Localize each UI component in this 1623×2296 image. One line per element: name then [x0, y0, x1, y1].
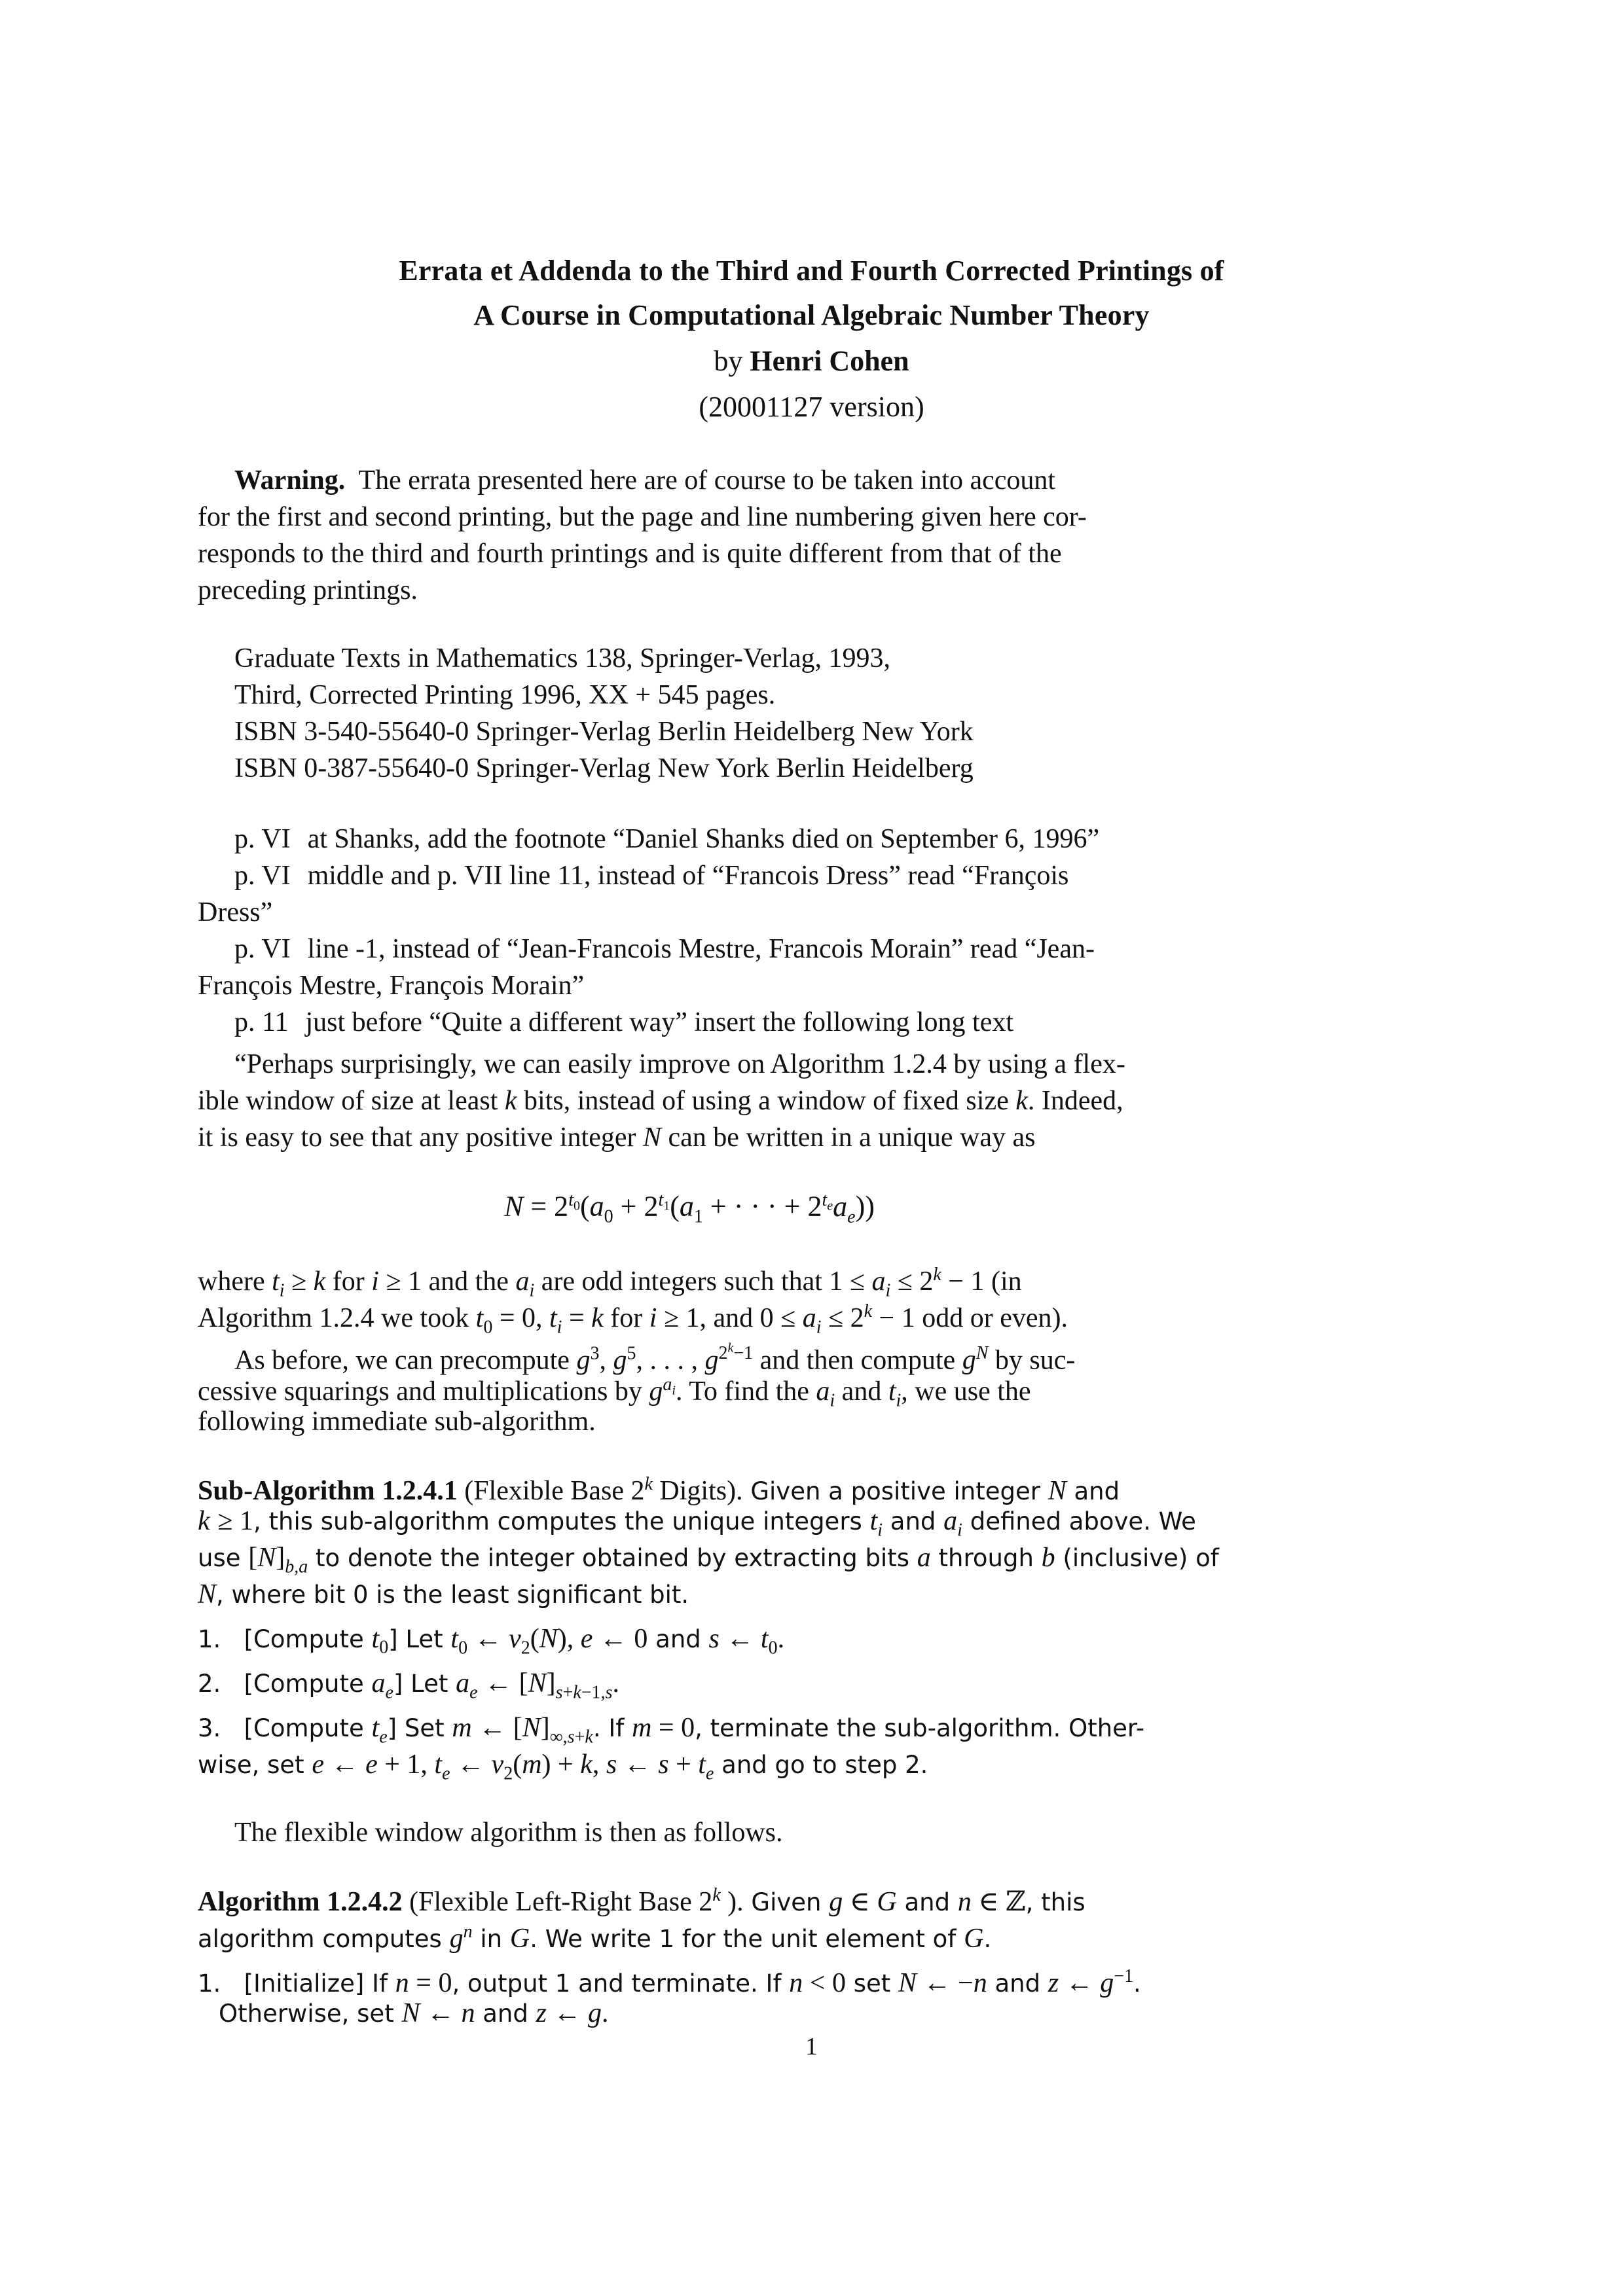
subalg-step-3-cont: wise, set e ← e + 1, $t_e$ ← $v_2(m) + k$, s ← $s + t_e$ and go to step 2. — [198, 1749, 928, 1784]
bib-line-1: Graduate Texts in Mathematics 138, Springer-Verlag, 1993, — [234, 643, 891, 673]
insert-p2-line-2: Algorithm 1.2.4 we took $t_0 = 0$, $t_i = k$ for i ≥ 1, and $0 \le a_i \le 2^k - 1$ odd or even). — [198, 1301, 1068, 1338]
subalg-text: , where bit 0 is the least significant bit. — [216, 1581, 689, 1609]
step-text: set — [845, 1969, 899, 1998]
insert-text: for — [603, 1303, 649, 1333]
alg-line-2: algorithm computes $g^n$ in G. We write 1 for the unit element of G. — [198, 1922, 992, 1954]
alg-step-1-cont: Otherwise, set N ← n and z ← g. — [219, 1998, 609, 2028]
subalg-text: defined above. We — [962, 1507, 1196, 1535]
insert-text: bits, instead of using a window of fixed size — [517, 1086, 1016, 1116]
warning-line-1 — [234, 462, 1055, 499]
subalg-step-1: 1. [Compute $t_0$] Let $t_0$ ← $v_2(N)$, e ← 0 and s ← $t_0$. — [198, 1624, 785, 1659]
warning-line-3: responds to the third and fourth printings and is quite different from that of the — [198, 539, 1062, 569]
erratum-3 — [234, 931, 1095, 967]
subalg-text: Given a positive integer — [742, 1477, 1048, 1505]
erratum-1 — [234, 821, 1099, 857]
insert-text: odd or even). — [915, 1303, 1068, 1333]
step-text: ] Let — [388, 1625, 451, 1653]
insert-text: . To find the — [675, 1376, 816, 1407]
erratum-4 — [234, 1004, 1013, 1041]
step-number: 1. — [198, 1969, 221, 1998]
step-text: wise, set — [198, 1751, 312, 1779]
by-label: by — [714, 345, 750, 377]
step-text: [Compute — [244, 1625, 372, 1653]
step-number: 2. — [198, 1670, 221, 1698]
alg-text: in — [472, 1925, 510, 1953]
erratum-3-page: p. VI — [234, 934, 291, 964]
subalg-line-3: use $[N]_{b,a}$ to denote the integer obtained by extracting bits a through b (inclusive) of — [198, 1543, 1219, 1577]
step-text: and — [475, 2000, 536, 2028]
alg-title: ). — [720, 1887, 744, 1917]
step-text: [Initialize] If — [244, 1969, 395, 1998]
step-text: [Compute — [244, 1714, 372, 1742]
subalg-step-3: 3. [Compute $t_e$] Set m ← $[N]_{\infty,s+k}$. If m = 0, terminate the sub-algorithm. Other- — [198, 1713, 1145, 1748]
erratum-3-cont: François Mestre, François Morain” — [198, 971, 585, 1001]
subalg-step-2: 2. [Compute $a_e$] Let $a_e$ ← $[N]_{s+k-1,s}$. — [198, 1668, 619, 1703]
bib-line-2: Third, Corrected Printing 1996, XX + 545 pages. — [234, 680, 776, 710]
warning-line-2: for the first and second printing, but the page and line numbering given here cor- — [198, 502, 1087, 532]
step-text: . If — [593, 1714, 632, 1742]
title-line-2: A Course in Computational Algebraic Number Theory — [473, 299, 1150, 331]
insert-text: can be written in a unique way as — [661, 1122, 1036, 1153]
insert-text: ible window of size at least — [198, 1086, 505, 1116]
subalg-label: Sub-Algorithm 1.2.4.1 — [198, 1476, 458, 1506]
erratum-1-text: at Shanks, add the footnote “Daniel Shanks died on September 6, 1996” — [307, 824, 1100, 854]
insert-text: it is easy to see that any positive integer — [198, 1122, 643, 1153]
insert-p3-line-2: cessive squarings and multiplications by $g^{a_i}$. To find the $a_i$ and $t_i$, we use the — [198, 1374, 1031, 1411]
erratum-4-text: just before “Quite a different way” insert the following long text — [305, 1007, 1014, 1037]
bib-line-3: ISBN 3-540-55640-0 Springer-Verlag Berlin Heidelberg New York — [234, 717, 974, 747]
warning-text-1: The errata presented here are of course to be taken into account — [358, 465, 1056, 495]
erratum-2-cont: Dress” — [198, 897, 273, 927]
insert-p1-line-1: “Perhaps surprisingly, we can easily improve on Algorithm 1.2.4 by using a flex- — [234, 1049, 1125, 1079]
subalg-title: Digits). — [652, 1476, 743, 1506]
step-text: ] Let — [393, 1670, 456, 1698]
insert-text: cessive squarings and multiplications by — [198, 1376, 649, 1407]
alg-text: and — [896, 1888, 958, 1916]
insert-text: and the — [422, 1266, 516, 1297]
step-number: 3. — [198, 1714, 221, 1742]
step-text: and — [987, 1969, 1048, 1998]
insert-text: , — [536, 1303, 549, 1333]
subalg-line-2: k ≥ 1, this sub-algorithm computes the unique integers $t_i$ and $a_i$ defined above. We — [198, 1506, 1196, 1541]
step-text: and go to step 2. — [714, 1751, 928, 1779]
step-text: Otherwise, set — [219, 2000, 402, 2028]
insert-text: for — [325, 1266, 372, 1297]
erratum-2-text: middle and p. VII line 11, instead of “Francois Dress” read “François — [307, 861, 1069, 891]
author-name: Henri Cohen — [750, 345, 909, 377]
insert-text: As before, we can precompute — [234, 1345, 577, 1376]
insert-p2-line-1: where $t_i \ge k$ for i ≥ 1 and the $a_i$ are odd integers such that $1 \le a_i \le 2^k - 1$ (in — [198, 1265, 1022, 1301]
alg-text: , this — [1025, 1888, 1085, 1916]
subalg-text: to denote the integer obtained by extracting bits — [308, 1544, 917, 1572]
insert-text: by suc- — [988, 1345, 1076, 1376]
subalg-text: and — [1066, 1477, 1120, 1505]
insert-p1-line-3: it is easy to see that any positive integer N can be written in a unique way as — [198, 1122, 1036, 1153]
insert-text: and then compute — [753, 1345, 962, 1376]
insert-text: are odd integers such that — [534, 1266, 830, 1297]
byline — [0, 344, 1623, 378]
subalg-text: through — [930, 1544, 1042, 1572]
step-number: 1. — [198, 1625, 221, 1653]
warning-line-4: preceding printings. — [198, 575, 418, 605]
version-label: (20001127 version) — [699, 391, 924, 423]
subalg-text: and — [883, 1507, 944, 1535]
insert-text: , we use the — [901, 1376, 1031, 1407]
bib-line-4: ISBN 0-387-55640-0 Springer-Verlag New York Berlin Heidelberg — [234, 753, 974, 783]
insert-text: where — [198, 1266, 272, 1297]
insert-text: . Indeed, — [1027, 1086, 1123, 1116]
insert-p3-line-3: following immediate sub-algorithm. — [198, 1407, 596, 1437]
erratum-3-text: line -1, instead of “Jean-Francois Mestre, Francois Morain” read “Jean- — [307, 934, 1095, 964]
page-number: 1 — [805, 2033, 818, 2060]
display-equation: $N = 2^{t_0}(a_0 + 2^{t_1}(a_1$ + · · · + $2^{t_e}a_e$)) — [504, 1190, 875, 1227]
erratum-4-page: p. 11 — [234, 1007, 289, 1037]
insert-text: , and — [699, 1303, 760, 1333]
alg-label: Algorithm 1.2.4.2 — [198, 1887, 403, 1917]
alg-text: algorithm computes — [198, 1925, 450, 1953]
insert-text: and — [835, 1376, 888, 1407]
subalg-text: use — [198, 1544, 249, 1572]
step-text: ] Set — [387, 1714, 452, 1742]
alg-text: Given — [743, 1888, 830, 1916]
step-text: , output 1 and terminate. If — [452, 1969, 790, 1998]
erratum-2-page: p. VI — [234, 861, 291, 891]
insert-text: Algorithm 1.2.4 we took — [198, 1303, 476, 1333]
alg-step-1: 1. [Initialize] If n = 0, output 1 and terminate. If n < 0 set N ← −n and z ← $g^{-1}$. — [198, 1966, 1141, 1998]
step-text: and — [647, 1625, 709, 1653]
insert-text: (in — [984, 1266, 1022, 1297]
step-text: [Compute — [244, 1670, 372, 1698]
subalg-line-1: Sub-Algorithm 1.2.4.1 (Flexible Base 2$^k$ Digits). Given a positive integer N and — [198, 1474, 1120, 1506]
warning-label: Warning. — [234, 465, 346, 495]
step-text: , terminate the sub-algorithm. Other- — [695, 1714, 1145, 1742]
insert-p1-line-2: ible window of size at least k bits, instead of using a window of fixed size k. Indeed, — [198, 1086, 1123, 1116]
alg-title: (Flexible Left-Right Base 2 — [402, 1887, 713, 1917]
alg-line-1: Algorithm 1.2.4.2 (Flexible Left-Right Base 2$^k$ ). Given g ∈ G and n ∈ ℤ, this — [198, 1885, 1085, 1917]
subalg-text: , this sub-algorithm computes the unique integers — [253, 1507, 870, 1535]
step-text: . — [1133, 1969, 1141, 1998]
alg-text: . — [983, 1925, 992, 1953]
erratum-2 — [234, 857, 1068, 894]
subalg-title: (Flexible Base 2 — [457, 1476, 645, 1506]
alg-text: . We write 1 for the unit element of — [530, 1925, 964, 1953]
flex-window-line: The flexible window algorithm is then as follows. — [234, 1818, 783, 1848]
title-line-1: Errata et Addenda to the Third and Fourth Corrected Printings of — [399, 255, 1224, 287]
insert-p3-line-1: As before, we can precompute $g^3$, $g^5$, . . . , $g^{2^k-1}$ and then compute $g^N$ by suc- — [234, 1341, 1076, 1376]
erratum-1-page: p. VI — [234, 824, 291, 854]
subalg-text: (inclusive) of — [1055, 1544, 1219, 1572]
subalg-line-4: N, where bit 0 is the least significant bit. — [198, 1579, 689, 1609]
